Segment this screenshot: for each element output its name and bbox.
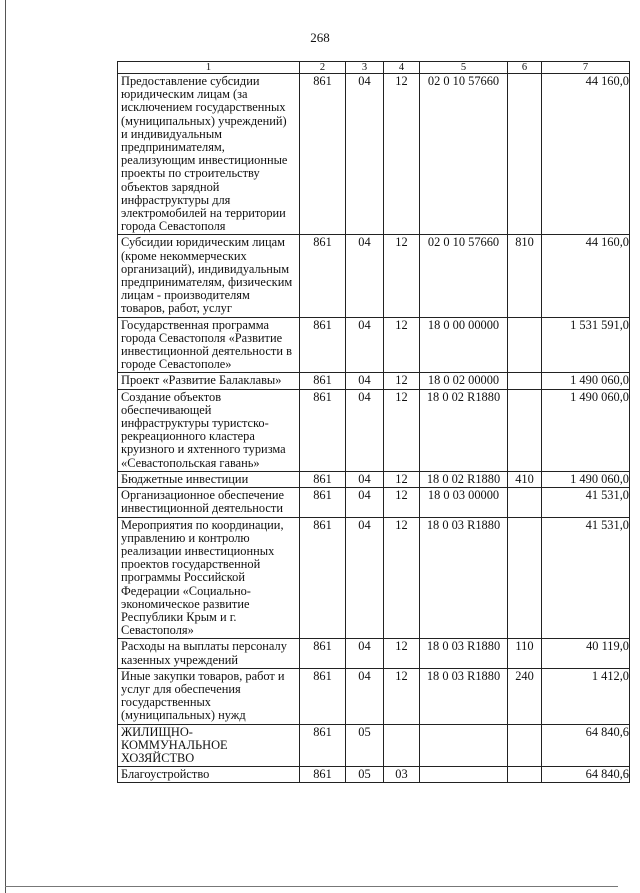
row-ministry-code: 861 — [300, 74, 346, 235]
row-expense-type: 110 — [508, 639, 542, 668]
row-amount: 1 531 591,0 — [542, 317, 630, 373]
row-target-article: 02 0 10 57660 — [420, 74, 508, 235]
row-subsection: 12 — [384, 639, 420, 668]
row-name: Бюджетные инвестиции — [118, 471, 300, 487]
row-name: Организационное обеспечение инвестиционной деятельности — [118, 488, 300, 517]
row-subsection: 12 — [384, 373, 420, 389]
row-expense-type — [508, 373, 542, 389]
row-ministry-code: 861 — [300, 389, 346, 471]
row-target-article: 18 0 03 R1880 — [420, 668, 508, 724]
row-ministry-code: 861 — [300, 471, 346, 487]
row-expense-type — [508, 74, 542, 235]
row-amount: 1 412,0 — [542, 668, 630, 724]
row-subsection: 12 — [384, 74, 420, 235]
row-amount: 40 119,0 — [542, 639, 630, 668]
row-amount: 1 490 060,0 — [542, 471, 630, 487]
row-expense-type — [508, 517, 542, 639]
page-number: 268 — [310, 30, 330, 45]
row-target-article: 02 0 10 57660 — [420, 235, 508, 317]
row-ministry-code: 861 — [300, 317, 346, 373]
column-header: 5 — [420, 62, 508, 74]
row-subsection: 12 — [384, 235, 420, 317]
row-name: Проект «Развитие Балаклавы» — [118, 373, 300, 389]
row-subsection: 12 — [384, 317, 420, 373]
table-row — [118, 74, 630, 235]
row-ministry-code: 861 — [300, 235, 346, 317]
page-bottom-border — [5, 886, 618, 887]
row-amount: 1 490 060,0 — [542, 389, 630, 471]
row-name: Государственная программа города Севастополя «Развитие инвестиционной деятельности в городе Севастополе» — [118, 317, 300, 373]
row-target-article: 18 0 02 R1880 — [420, 471, 508, 487]
row-expense-type — [508, 488, 542, 517]
row-name: Создание объектов обеспечивающей инфраструктуры туристско-рекреационного кластера круизного и яхтенного туризма «Севастопольская гавань» — [118, 389, 300, 471]
row-target-article: 18 0 03 R1880 — [420, 517, 508, 639]
row-amount: 41 531,0 — [542, 517, 630, 639]
row-expense-type — [508, 767, 542, 783]
table-header-row — [118, 62, 630, 74]
table-row — [118, 471, 630, 487]
row-name: Иные закупки товаров, работ и услуг для обеспечения государственных (муниципальных) нужд — [118, 668, 300, 724]
table-row — [118, 373, 630, 389]
row-amount: 44 160,0 — [542, 74, 630, 235]
row-target-article: 18 0 02 R1880 — [420, 389, 508, 471]
row-ministry-code: 861 — [300, 373, 346, 389]
row-section: 04 — [346, 517, 384, 639]
row-section: 04 — [346, 235, 384, 317]
row-subsection — [384, 724, 420, 767]
row-section: 05 — [346, 767, 384, 783]
row-ministry-code: 861 — [300, 639, 346, 668]
row-expense-type — [508, 317, 542, 373]
row-subsection: 12 — [384, 517, 420, 639]
row-section: 04 — [346, 488, 384, 517]
column-header: 3 — [346, 62, 384, 74]
page-left-border — [5, 0, 6, 893]
row-name: Мероприятия по координации, управлению и контролю реализации инвестиционных проектов государственной программы Российской Федерации «Социально-экономическое развитие Республики Крым и г. Севастополя» — [118, 517, 300, 639]
row-ministry-code: 861 — [300, 767, 346, 783]
table-row — [118, 767, 630, 783]
table-row — [118, 317, 630, 373]
row-expense-type: 240 — [508, 668, 542, 724]
row-section: 04 — [346, 471, 384, 487]
row-name: Предоставление субсидии юридическим лицам (за исключением государственных (муниципальных) учреждений) и индивидуальным предпринимателям, реализующим инвестиционные проекты по строительству объектов зарядной инфраструктуры для электромобилей на территории города Севастополя — [118, 74, 300, 235]
row-amount: 64 840,6 — [542, 724, 630, 767]
row-section: 04 — [346, 389, 384, 471]
column-header: 7 — [542, 62, 630, 74]
table-row — [118, 235, 630, 317]
column-header: 1 — [118, 62, 300, 74]
row-subsection: 12 — [384, 668, 420, 724]
table-row — [118, 724, 630, 767]
row-name: ЖИЛИЩНО-КОММУНАЛЬНОЕ ХОЗЯЙСТВО — [118, 724, 300, 767]
row-subsection: 03 — [384, 767, 420, 783]
row-target-article — [420, 767, 508, 783]
row-ministry-code: 861 — [300, 488, 346, 517]
row-subsection: 12 — [384, 471, 420, 487]
row-subsection: 12 — [384, 389, 420, 471]
table-row — [118, 639, 630, 668]
table-row — [118, 488, 630, 517]
row-section: 05 — [346, 724, 384, 767]
column-header: 2 — [300, 62, 346, 74]
row-amount: 64 840,6 — [542, 767, 630, 783]
row-target-article: 18 0 02 00000 — [420, 373, 508, 389]
row-section: 04 — [346, 668, 384, 724]
row-section: 04 — [346, 317, 384, 373]
row-section: 04 — [346, 373, 384, 389]
row-target-article: 18 0 03 00000 — [420, 488, 508, 517]
table-row — [118, 389, 630, 471]
budget-table — [117, 61, 630, 783]
row-expense-type: 410 — [508, 471, 542, 487]
row-amount: 44 160,0 — [542, 235, 630, 317]
row-ministry-code: 861 — [300, 517, 346, 639]
row-name: Расходы на выплаты персоналу казенных учреждений — [118, 639, 300, 668]
row-name: Благоустройство — [118, 767, 300, 783]
row-ministry-code: 861 — [300, 668, 346, 724]
row-expense-type — [508, 389, 542, 471]
table-row — [118, 668, 630, 724]
row-amount: 1 490 060,0 — [542, 373, 630, 389]
row-section: 04 — [346, 74, 384, 235]
row-target-article: 18 0 00 00000 — [420, 317, 508, 373]
row-expense-type: 810 — [508, 235, 542, 317]
row-section: 04 — [346, 639, 384, 668]
table-row — [118, 517, 630, 639]
row-name: Субсидии юридическим лицам (кроме некоммерческих организаций), индивидуальным предпринимателям, физическим лицам - производителям товаров, работ, услуг — [118, 235, 300, 317]
column-header: 4 — [384, 62, 420, 74]
row-expense-type — [508, 724, 542, 767]
column-header: 6 — [508, 62, 542, 74]
row-ministry-code: 861 — [300, 724, 346, 767]
row-target-article — [420, 724, 508, 767]
row-subsection: 12 — [384, 488, 420, 517]
row-target-article: 18 0 03 R1880 — [420, 639, 508, 668]
row-amount: 41 531,0 — [542, 488, 630, 517]
